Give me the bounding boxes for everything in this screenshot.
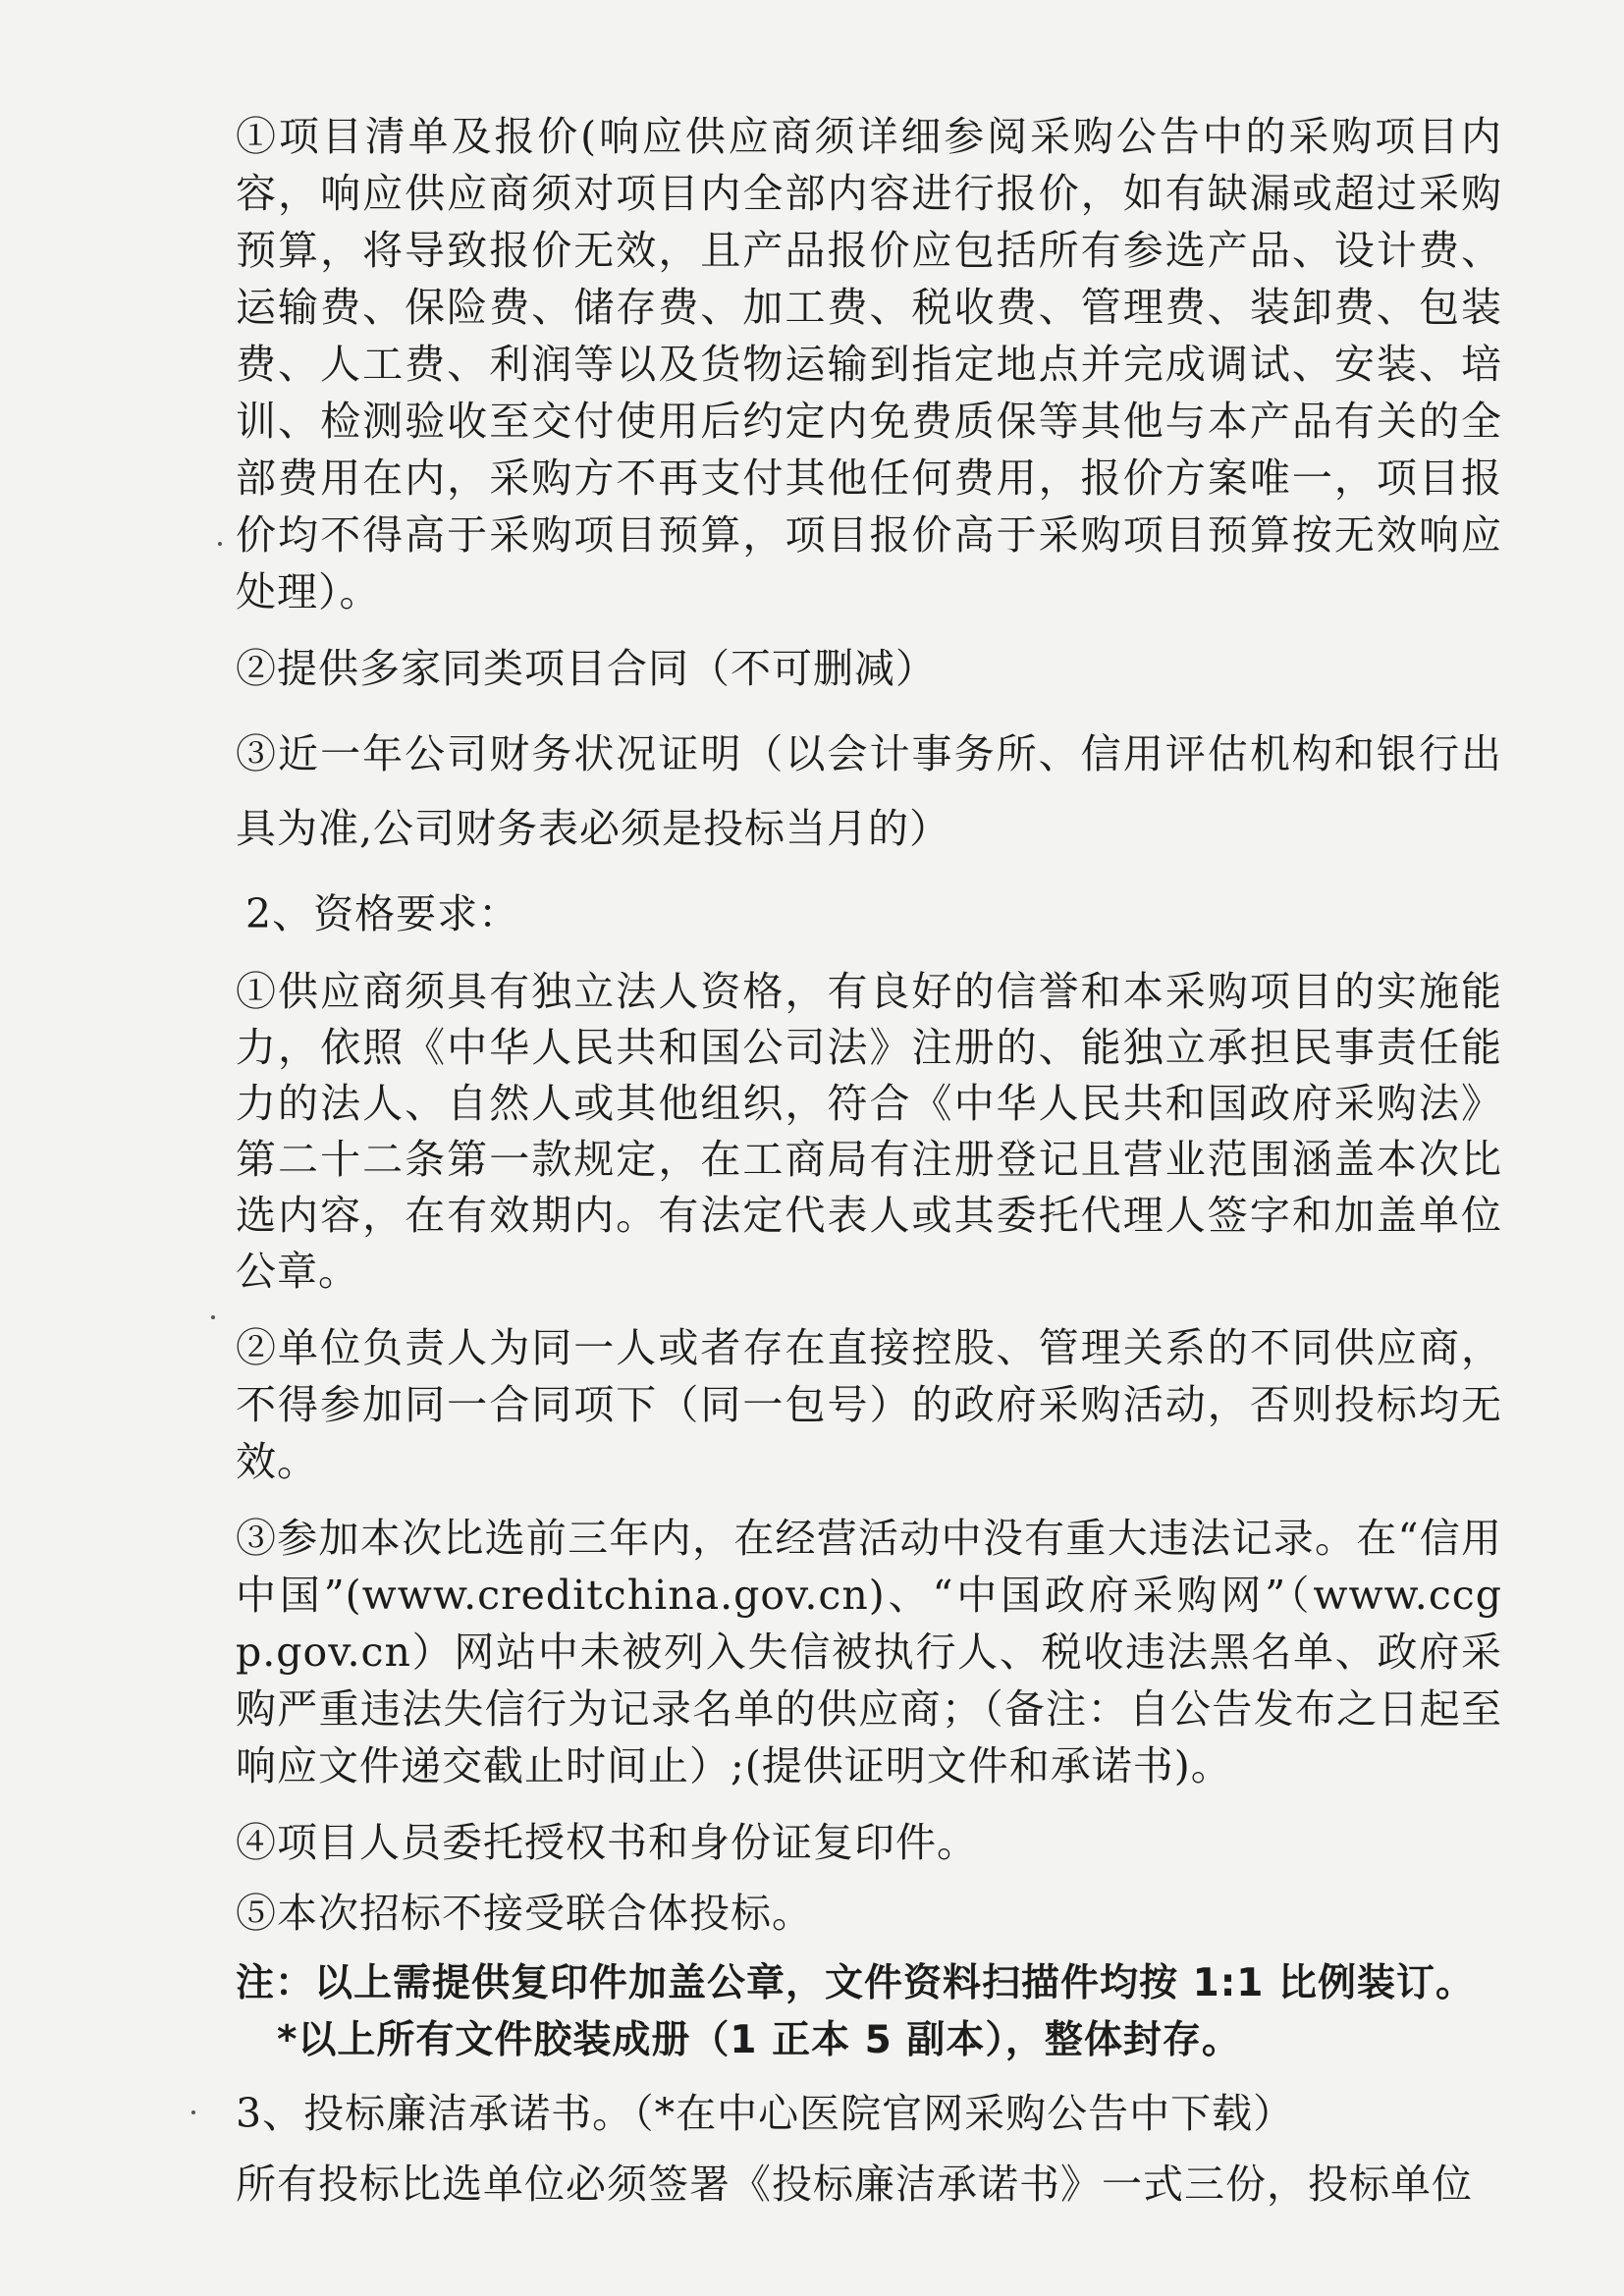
section-3-heading: 3、投标廉洁承诺书。（*在中心医院官网采购公告中下载）: [236, 2090, 1295, 2137]
item-3-financial-proof: ③近一年公司财务状况证明（以会计事务所、信用评估机构和银行出具为准,公司财务表必须是投标当月的）: [236, 730, 1502, 852]
integrity-commitment-text: 所有投标比选单位必须签署《投标廉洁承诺书》一式三份，投标单位: [236, 2161, 1473, 2208]
qualification-1: ①供应商须具有独立法人资格，有良好的信誉和本采购项目的实施能力，依照《中华人民共和国公司法》注册的、能独立承担民事责任能力的法人、自然人或其他组织，符合《中华人民共和国政府采购法》第二十二条第一款规定，在工商局有注册登记且营业范围涵盖本次比选内容，在有效期内。有法定代表人或其委托代理人签字和加盖单位公章。: [236, 968, 1502, 1295]
scan-speck: [211, 1315, 215, 1319]
scan-speck: [218, 542, 222, 546]
section-2-heading: 2、资格要求：: [245, 890, 520, 937]
document-body: [236, 108, 1502, 2232]
note-line-2: *以上所有文件胶装成册（1 正本 5 副本），整体封存。: [277, 2018, 1241, 2062]
qualification-3: ③参加本次比选前三年内，在经营活动中没有重大违法记录。在“信用中国”(www.creditchina.gov.cn)、“中国政府采购网”（www.ccgp.gov.cn）网站中未被列入失信被执行人、税收违法黑名单、政府采购严重违法失信行为记录名单的供应商；（备注：自公告发布之日起至响应文件递交截止时间止）;(提供证明文件和承诺书)。: [236, 1515, 1502, 1789]
item-1-quotation: ①项目清单及报价(响应供应商须详细参阅采购公告中的采购项目内容，响应供应商须对项目内全部内容进行报价，如有缺漏或超过采购预算，将导致报价无效，且产品报价应包括所有参选产品、设计费、运输费、保险费、储存费、加工费、税收费、管理费、装卸费、包装费、人工费、利润等以及货物运输到指定地点并完成调试、安装、培训、检测验收至交付使用后约定内免费质保等其他与本产品有关的全部费用在内，采购方不再支付其他任何费用，报价方案唯一，项目报价均不得高于采购项目预算，项目报价高于采购项目预算按无效响应处理）。: [236, 113, 1502, 615]
note-line-1: 注：以上需提供复印件加盖公章，文件资料扫描件均按 1:1 比例装订。: [236, 1961, 1476, 2005]
scan-speck: [191, 2110, 195, 2114]
qualification-4: ④项目人员委托授权书和身份证复印件。: [236, 1819, 978, 1866]
qualification-5: ⑤本次招标不接受联合体投标。: [236, 1890, 813, 1937]
binding-note: [236, 1955, 1502, 2069]
qualification-2: ②单位负责人为同一人或者存在直接控股、管理关系的不同供应商，不得参加同一合同项下（同一包号）的政府采购活动，否则投标均无效。: [236, 1324, 1502, 1485]
item-2-contracts: ②提供多家同类项目合同（不可删减）: [236, 645, 937, 692]
